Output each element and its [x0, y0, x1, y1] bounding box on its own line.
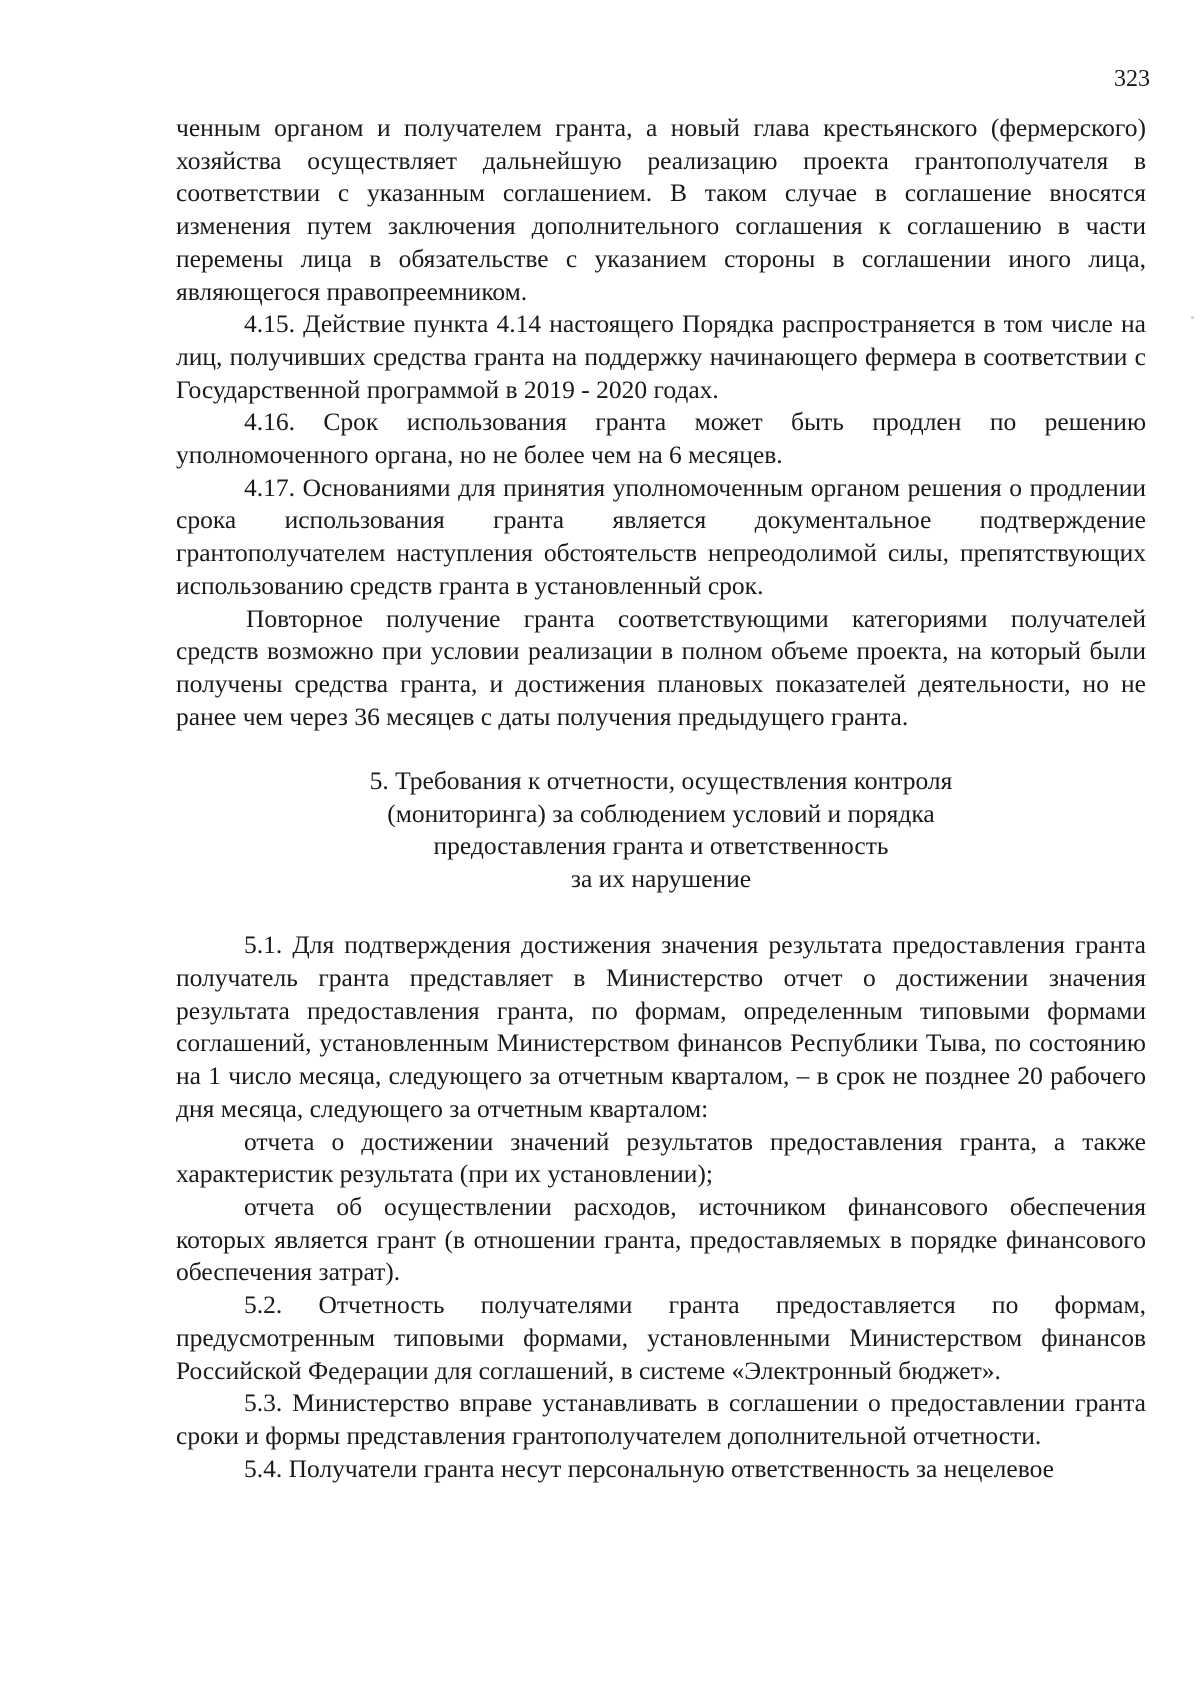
section-heading-line-3: предоставления гранта и ответственность — [433, 831, 889, 861]
paragraph-report-results: отчета о достижении значений результатов предоставления гранта, а также характеристик результата (при их установлении); — [176, 1126, 1146, 1189]
section-heading — [176, 765, 1146, 895]
paragraph-5-1: 5.1. Для подтверждения достижения значения результата предоставления гранта получатель гранта представляет в Министерство отчет о достижении значения результата предоставления гранта, по формам, определенным типовыми формами соглашений, установленным Министерством финансов Республики Тыва, по состоянию на 1 число месяца, следующего за отчетным кварталом, – в срок не позднее 20 рабочего дня месяца, следующего за отчетным кварталом: — [176, 930, 1146, 1123]
scan-speck — [1191, 316, 1194, 319]
paragraph-5-3: 5.3. Министерство вправе устанавливать в соглашении о предоставлении гранта сроки и формы представления грантополучателем дополнительной отчетности. — [176, 1388, 1146, 1450]
document-body — [176, 112, 1146, 1485]
page-number: 323 — [1114, 66, 1150, 92]
section-heading-line-4: за их нарушение — [570, 863, 752, 893]
paragraph-report-expenses: отчета об осуществлении расходов, источником финансового обеспечения которых является грант (в отношении гранта, предоставляемых в порядке финансового обеспечения затрат). — [176, 1191, 1146, 1287]
section-heading-line-1: 5. Требования к отчетности, осуществления контроля — [369, 766, 953, 796]
paragraph-4-15: 4.15. Действие пункта 4.14 настоящего Порядка распространяется в том числе на лиц, получивших средства гранта на поддержку начинающего фермера в соответствии с Государственной программой в 2019 - 2020 годах. — [176, 309, 1146, 404]
paragraph-5-4: 5.4. Получатели гранта несут персональную ответственность за нецелевое — [244, 1453, 1054, 1483]
paragraph-5-2: 5.2. Отчетность получателями гранта предоставляется по формам, предусмотренным типовыми формами, установленными Министерством финансов Российской Федерации для соглашений, в системе «Электронный бюджет». — [176, 1290, 1146, 1385]
section-heading-line-2: (мониторинга) за соблюдением условий и порядка — [387, 798, 935, 828]
paragraph-4-17: 4.17. Основаниями для принятия уполномоченным органом решения о продлении срока использования гранта является документальное подтверждение грантополучателем наступления обстоятельств непреодолимой силы, препятствующих использованию средств гранта в установленный срок. — [176, 472, 1146, 600]
paragraph-repeat-grant: Повторное получение гранта соответствующими категориями получателей средств возможно при условии реализации в полном объеме проекта, на который были получены средства гранта, и достижения плановых показателей деятельности, но не ранее чем через 36 месяцев с даты получения предыдущего гранта. — [176, 603, 1146, 731]
paragraph-continuation: ченным органом и получателем гранта, а новый глава крестьянского (фермерского) хозяйства осуществляет дальнейшую реализацию проекта грантополучателя в соответствии с указанным соглашением. В таком случае в соглашение вносятся изменения путем заключения дополнительного соглашения к соглашению в части перемены лица в обязательстве с указанием стороны в соглашении иного лица, являющегося правопреемником. — [176, 113, 1146, 306]
paragraph-4-16: 4.16. Срок использования гранта может быть продлен по решению уполномоченного органа, но не более чем на 6 месяцев. — [176, 407, 1146, 470]
